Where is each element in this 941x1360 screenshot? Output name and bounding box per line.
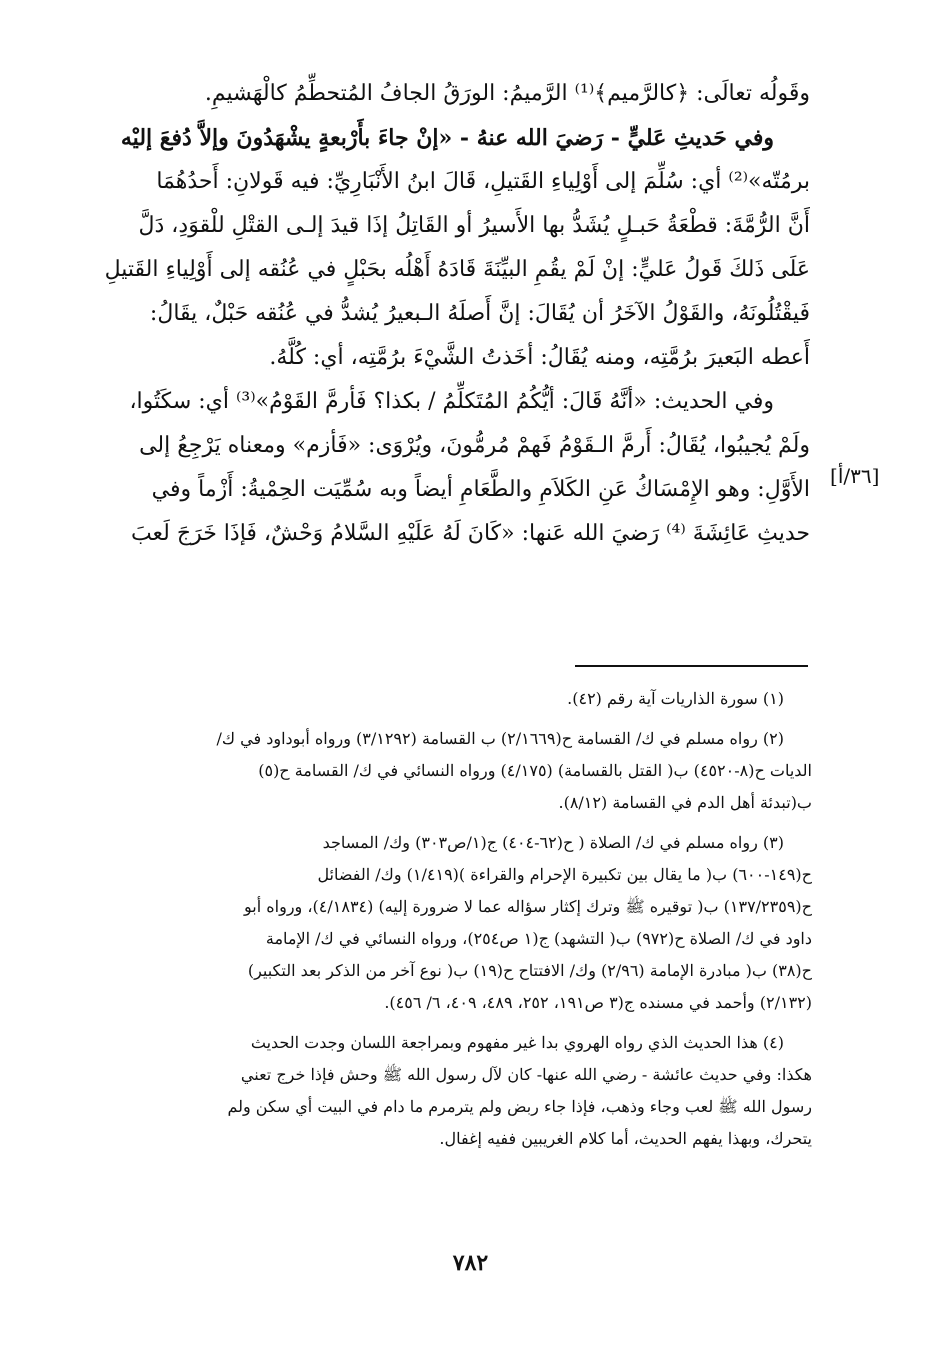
footnote-line: الديات ح(٨-٤٥٢٠) ب( القتل بالقسامة) (٤/١٧٥) ورواه النسائي في ك/ القسامة ح(٥)	[258, 761, 812, 780]
text-line: ولَمْ يُجيبُوا، يُقَالُ: أَرمَّ الـقَوْمُ فَهمْ مُرمُّونَ، ويُرْوَى: «فَأزم» ومعناه يَرْجِعُ إلى	[139, 433, 810, 458]
text-line: وفي الحديث: «أنَّهُ قَالَ: أيُّكُمُ المُتَكلِّمُ / بكذا؟ فَأرمَّ القَوْمُ»⁽³⁾ أي: سكَتُوا،	[129, 389, 774, 414]
text-line: فَيقْتُلُونَهُ، والقَوْلُ الآخَرُ أن يُقَالَ: إنَّ أَصلَهُ الـبعيرُ يُشدُّ في عُنُقه حَبْلٌ، يقَالُ:	[149, 301, 810, 326]
footnote-line: داود في ك/ الصلاة ح(٩٧٢) ب( التشهد) ج(١ ص٢٥٤)، ورواه النسائي في ك/ الإمامة	[265, 929, 812, 948]
footnote-line: هكذا: وفي حديث عائشة - رضي الله عنها- كان لآل رسول الله ﷺ وحش فإذا خرج تعني	[240, 1065, 812, 1084]
text-line: عَلَى ذَلكَ قَولُ عَليٍّ: إنْ لَمْ يقُمِ البيِّنَةَ قَادَهُ أَهْلُه بحَبْلٍ في عُنُقه إلى أَوْلِياءِ القَتيلِ	[104, 257, 810, 282]
text-line: برمُتّه»⁽²⁾ أي: سُلِّمَ إلى أَوْلِياءِ القَتيلِ، قَالَ ابنُ الأَنْبَارِيِّ: فيه قَولانِ: أَحدُهُمَا	[156, 169, 810, 194]
footnote-line: (٢) رواه مسلم في ك/ القسامة ح(٢/١٦٦٩) ب القسامة (٣/١٢٩٢) ورواه أبوداود في ك/	[216, 729, 784, 748]
footnote-line: يتحرك، وبهذا يفهم الحديث، أما كلام الغريبين ففيه إغفال.	[439, 1129, 812, 1148]
footnote-line: رسول الله ﷺ لعب وجاء وذهب، فإذا جاء ربض ولم يترمرم ما دام في البيت أي سكن ولم	[227, 1097, 812, 1116]
footnote-line: (٣) رواه مسلم في ك/ الصلاة ( ح(٦٢-٤٠٤) ج(١/ص٣٠٣) وك/ المساجد	[322, 833, 784, 852]
footnote-line: ح(١٤٩-٦٠٠) ب( ما يقال بين تكبيرة الإحرام والقراءة )(١/٤١٩) وك/ الفضائل	[317, 865, 812, 884]
footnote-line: ح(٣٨) ب( مبادرة الإمامة (٢/٩٦) وك/ الافتتاح ح(١٩) ب( نوع آخر من الذكر بعد التكبير)	[247, 961, 812, 980]
main-text	[98, 72, 810, 556]
footnotes	[96, 683, 812, 1155]
text-line: الأَوَّلِ: وهو الإِمْسَاكُ عَنِ الكَلاَمِ والطَّعَامِ أيضاً وبه سُمِّيَت الحِمْيةُ: أَزْماً وفي	[151, 477, 810, 502]
page-number: ٧٨٢	[452, 1250, 489, 1276]
text-line: أَعطه البَعيرَ برُمَّتِه، ومنه يُقَالُ: أخَذتُ الشَّيْءَ برُمَّتِه، أي: كُلَّهُ.	[269, 345, 810, 370]
footnote-line: (٤) هذا الحديث الذي رواه الهروي بدا غير مفهوم وبمراجعة اللسان وجدت الحديث	[250, 1033, 784, 1052]
footnote-line: ب(تبدئة أهل الدم في القسامة (٨/١٢).	[558, 793, 812, 812]
footnote-line: (٢/١٣٢) وأحمد في مسنده ج(٣ ص١٩١، ٢٥٢، ٤٨٩، ٤٠٩، ٦/ ٤٥٦).	[384, 993, 812, 1012]
manuscript-folio-reference: [٣٦/أ]	[830, 464, 880, 488]
footnote-divider	[575, 665, 808, 667]
text-line: أَنَّ الرُّمَّةَ: قطْعَةُ حَبـلٍ يُشَدُّ بها الأَسيرُ أو القَاتِلُ إذَا قيدَ إلـى القتْلِ للْقوَدِ، دَلَّ	[138, 213, 810, 238]
footnote-line: (١) سورة الذاريات آية رقم (٤٢).	[567, 689, 784, 708]
text-line: حديثِ عَائِشَةَ ⁽⁴⁾ رَضيَ الله عَنها: «كَانَ لَهُ عَلَيْهِ السَّلامُ وَحْشٌ، فَإذَا خَرَجَ لَعبَ	[130, 521, 810, 546]
text-line: وقَولُه تعالَى: ﴿كالرَّميم﴾⁽¹⁾ الرَّميمُ: الورَقُ الجافُ المُتحطِّمُ كالْهَشيمِ.	[204, 81, 810, 106]
footnote-line: ح(١٣٧/٢٣٥٩) ب( توقيره ﷺ وترك إكثار سؤاله عما لا ضرورة إليه) (٤/١٨٣٤)، ورواه أبو	[244, 897, 812, 916]
text-line: وفي حَديثِ عَليٍّ - رَضيَ الله عنهُ - «إنْ جاءَ بأَرْبعةٍ يشْهَدُونَ وإلاَّ دُفعَ إليْه	[120, 125, 774, 151]
